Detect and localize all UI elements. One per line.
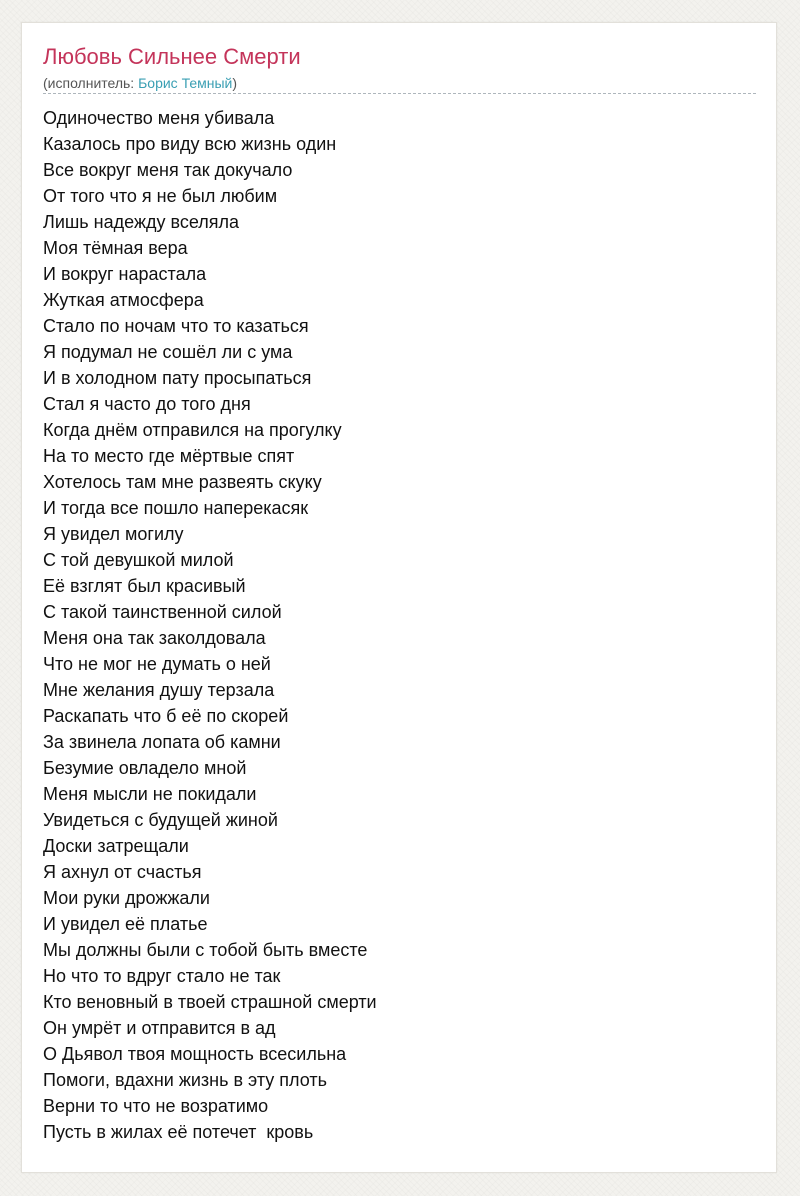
lyric-line: Кто веновный в твоей страшной смерти <box>43 992 377 1012</box>
lyric-line: Мне желания душу терзала <box>43 680 275 700</box>
lyric-line: Он умрёт и отправится в ад <box>43 1018 276 1038</box>
artist-line <box>43 74 237 92</box>
artist-link[interactable]: Борис Темный <box>138 75 233 91</box>
lyric-line: Моя тёмная вера <box>43 238 188 258</box>
song-title: Любовь Сильнее Смерти <box>43 44 301 69</box>
lyric-line: Жуткая атмосфера <box>43 290 204 310</box>
lyric-line: Раскапать что б её по скорей <box>43 706 289 726</box>
lyric-line: Безумие овладело мной <box>43 758 247 778</box>
lyric-line: Что не мог не думать о ней <box>43 654 271 674</box>
lyric-line: Доски затрещали <box>43 836 189 856</box>
lyric-line: Я ахнул от счастья <box>43 862 202 882</box>
lyric-line: За звинела лопата об камни <box>43 732 281 752</box>
lyric-line: Её взглят был красивый <box>43 576 246 596</box>
lyric-line: На то место где мёртвые спят <box>43 446 295 466</box>
title-divider <box>43 93 756 94</box>
lyric-line: Стал я часто до того дня <box>43 394 251 414</box>
lyric-line: Мои руки дрожжали <box>43 888 210 908</box>
lyric-line: Когда днём отправился на прогулку <box>43 420 342 440</box>
lyric-line: И увидел её платье <box>43 914 208 934</box>
lyric-line: Меня она так заколдовала <box>43 628 266 648</box>
lyric-line: Я подумал не сошёл ли с ума <box>43 342 293 362</box>
lyric-line: Меня мысли не покидали <box>43 784 257 804</box>
lyric-line: И вокруг нарастала <box>43 264 207 284</box>
lyric-line: Одиночество меня убивала <box>43 108 275 128</box>
lyric-line: Но что то вдруг стало не так <box>43 966 281 986</box>
lyric-line: Помоги, вдахни жизнь в эту плоть <box>43 1070 327 1090</box>
lyrics-text <box>43 105 377 1145</box>
lyric-line: От того что я не был любим <box>43 186 278 206</box>
lyric-line: С той девушкой милой <box>43 550 234 570</box>
lyric-line: Казалось про виду всю жизнь один <box>43 134 337 154</box>
lyric-line: Увидеться с будущей жиной <box>43 810 278 830</box>
lyric-line: О Дьявол твоя мощность всесильна <box>43 1044 347 1064</box>
lyrics-card <box>21 22 777 1173</box>
lyric-line: Мы должны были с тобой быть вместе <box>43 940 368 960</box>
lyric-line: Хотелось там мне развеять скуку <box>43 472 322 492</box>
lyric-line: Пусть в жилах её потечет кровь <box>43 1122 314 1142</box>
lyric-line: Стало по ночам что то казаться <box>43 316 309 336</box>
lyric-line: Все вокруг меня так докучало <box>43 160 293 180</box>
lyric-line: И в холодном пату просыпаться <box>43 368 312 388</box>
lyric-line: Лишь надежду вселяла <box>43 212 240 232</box>
artist-suffix: ) <box>232 75 238 91</box>
lyric-line: Верни то что не возратимо <box>43 1096 269 1116</box>
lyric-line: С такой таинственной силой <box>43 602 282 622</box>
lyric-line: Я увидел могилу <box>43 524 184 544</box>
lyric-line: И тогда все пошло наперекасяк <box>43 498 309 518</box>
artist-prefix: (исполнитель: <box>43 75 139 91</box>
